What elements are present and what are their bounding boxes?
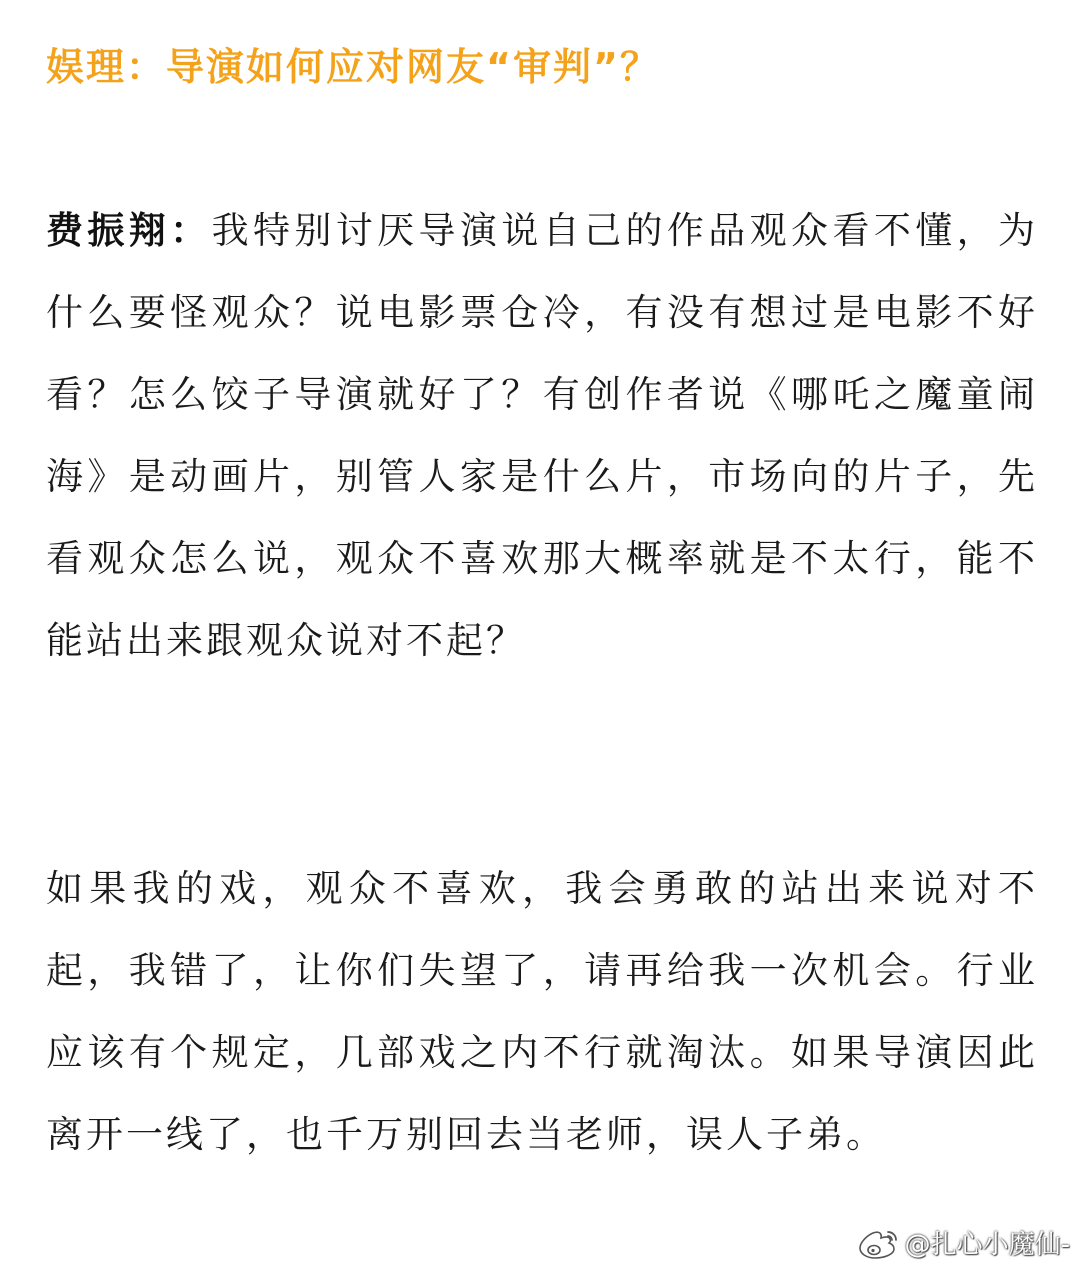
- weibo-icon: [857, 1228, 901, 1262]
- question-text: 导演如何应对网友“审判”？: [166, 45, 660, 89]
- weibo-watermark: [857, 1228, 1070, 1262]
- answer-text-1: 我特别讨厌导演说自己的作品观众看不懂，为什么要怪观众？说电影票仓冷，有没有想过是电影不好看？怎么饺子导演就好了？有创作者说《哪吒之魔童闹海》是动画片，别管人家是什么片，市场向的片子，先看观众怎么说，观众不喜欢那大概率就是不太行，能不能站出来跟观众说对不起？: [46, 209, 1039, 662]
- answer-paragraph-1: [46, 190, 1038, 682]
- watermark-text: @扎心小魔仙-: [904, 1230, 1070, 1260]
- answer-paragraph-2: [46, 848, 1038, 1176]
- speaker-name: 费振翔：: [46, 209, 212, 252]
- question-label: 娱理：: [46, 45, 167, 89]
- answer-text-2: 如果我的戏，观众不喜欢，我会勇敢的站出来说对不起，我错了，让你们失望了，请再给我一次机会。行业应该有个规定，几部戏之内不行就淘汰。如果导演因此离开一线了，也千万别回去当老师，误人子弟。: [46, 867, 1038, 1156]
- interview-question: [46, 38, 1036, 96]
